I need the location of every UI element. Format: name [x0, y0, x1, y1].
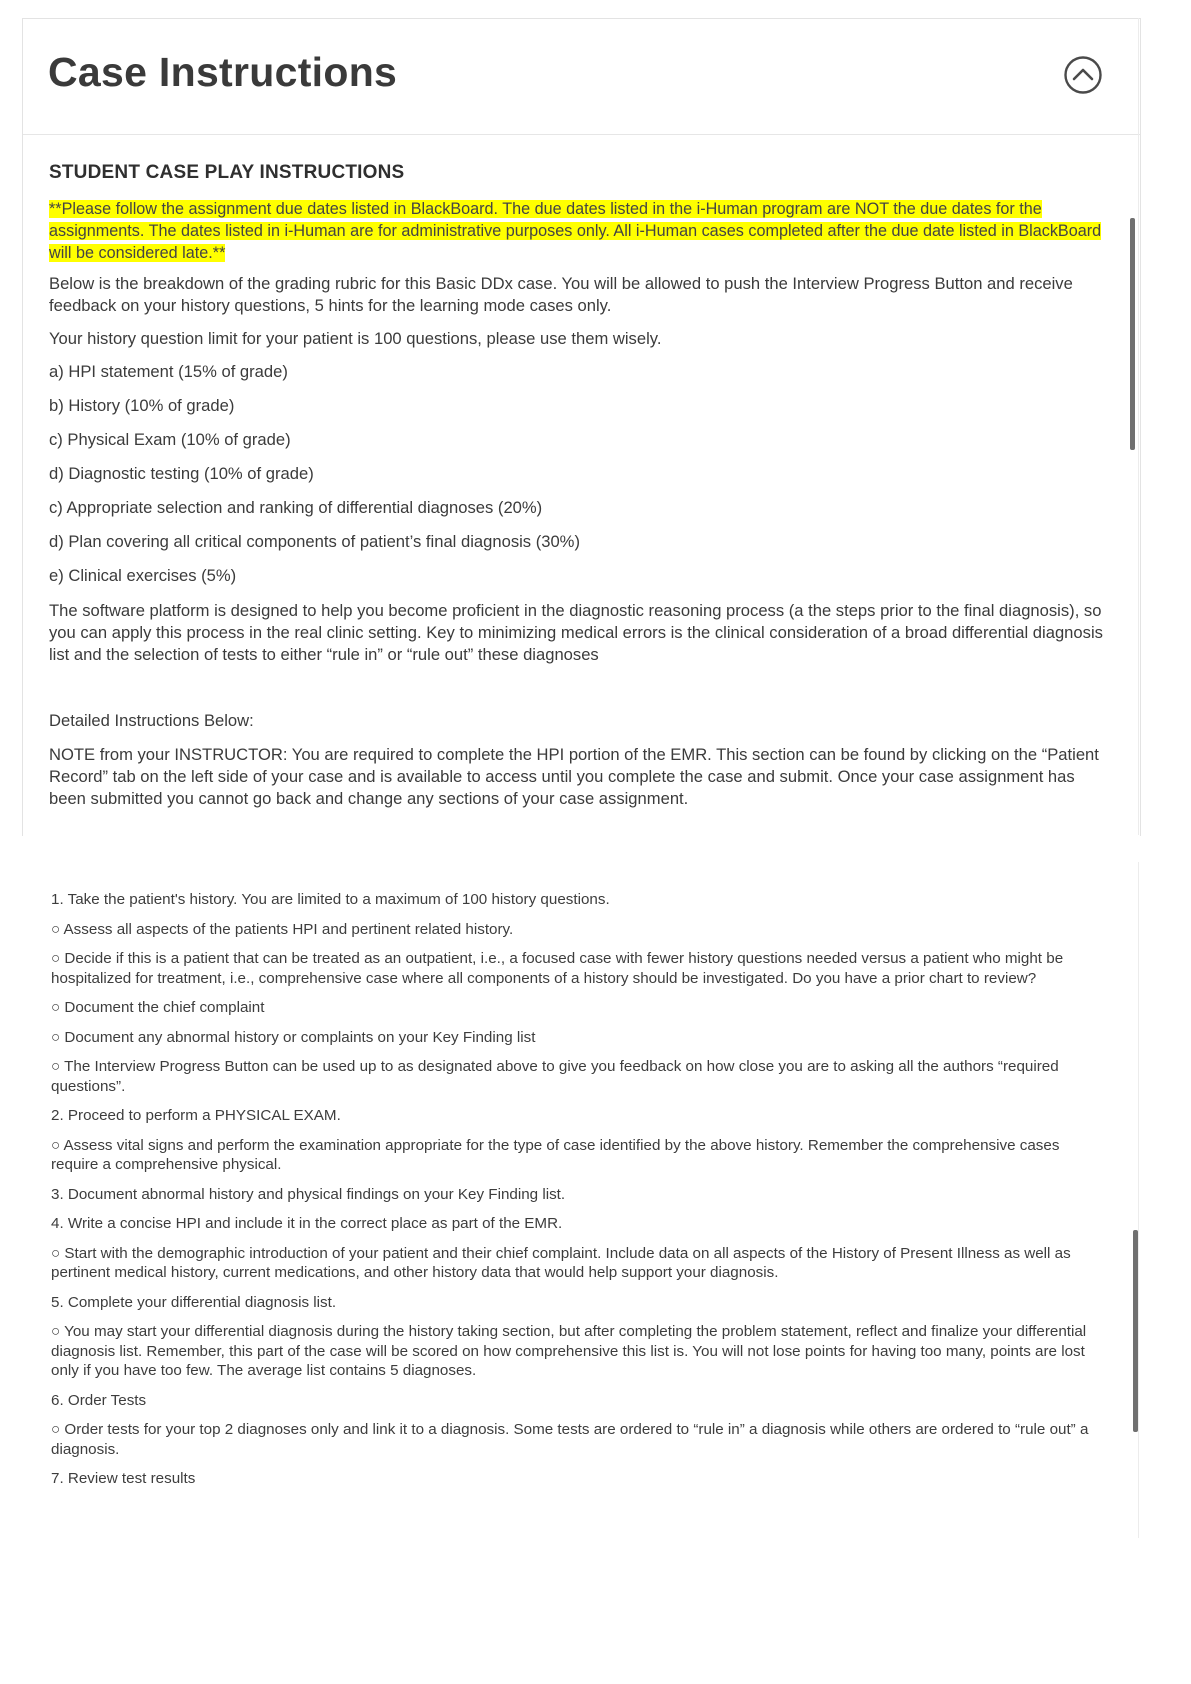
detailed-heading: Detailed Instructions Below: [49, 711, 254, 730]
step-item: ○ Decide if this is a patient that can be treated as an outpatient, i.e., a focused case with fewer history questions needed versus a patient who might be hospitalized for treatment, i.e., comprehensive case where all components of a history should be investigated. Do you have a prior chart to review? [51, 950, 1064, 987]
step-item: ○ Assess vital signs and perform the examination appropriate for the type of case identified by the above history. Remember the comprehensive cases require a comprehensive physical. [51, 1136, 1060, 1173]
rubric-item: c) Appropriate selection and ranking of differential diagnoses (20%) [49, 498, 543, 517]
step-item: 4. Write a concise HPI and include it in the correct place as part of the EMR. [51, 1215, 563, 1232]
rubric-item: e) Clinical exercises (5%) [49, 566, 237, 585]
rubric-item: d) Plan covering all critical components of patient’s final diagnosis (30%) [49, 532, 580, 551]
step-item: 1. Take the patient's history. You are limited to a maximum of 100 history questions. [51, 891, 610, 908]
panel-header [23, 19, 1140, 135]
collapse-button[interactable] [1063, 55, 1103, 95]
due-date-notice [49, 198, 1116, 264]
step-item: 2. Proceed to perform a PHYSICAL EXAM. [51, 1107, 341, 1124]
step-item: ○ The Interview Progress Button can be used up to as designated above to give you feedback on how close you are to asking all the authors “required questions”. [51, 1058, 1059, 1095]
scrollbar-thumb[interactable] [1133, 1230, 1138, 1432]
instructor-note: NOTE from your INSTRUCTOR: You are required to complete the HPI portion of the EMR. This section can be found by clicking on the “Patient Record” tab on the left side of your case and is available to access until you complete the case and submit. Once your case assignment has been submitted you cannot go back and change any sections of your case assignment. [49, 745, 1099, 808]
steps-list [22, 862, 1139, 1489]
page-title: Case Instructions [48, 49, 398, 95]
steps-panel [22, 862, 1139, 1538]
rubric-item: b) History (10% of grade) [49, 396, 235, 415]
section-heading: STUDENT CASE PLAY INSTRUCTIONS [49, 162, 405, 183]
step-item: 6. Order Tests [51, 1391, 147, 1409]
step-item: ○ Start with the demographic introduction of your patient and their chief complaint. Include data on all aspects of the History of Present Illness as well as pertinent medical history, current medications, and other history data that would help support your diagnosis. [51, 1244, 1071, 1281]
rubric-intro: Below is the breakdown of the grading rubric for this Basic DDx case. You will be allowed to push the Interview Progress Button and receive feedback on your history questions, 5 hints for the learning mode cases only. [49, 274, 1073, 315]
chevron-up-circle-icon [1063, 55, 1103, 95]
step-item: ○ Order tests for your top 2 diagnoses only and link it to a diagnosis. Some tests are ordered to “rule in” a diagnosis while others are ordered to “rule out” a diagnosis. [51, 1421, 1089, 1458]
case-instructions-panel [22, 18, 1141, 836]
step-item: ○ You may start your differential diagnosis during the history taking section, but after completing the problem statement, reflect and finalize your differential diagnosis list. Remember, this part of the case will be scored on how comprehensive this list is. You will not lose points for having too many, points are lost only if you have too few. The average list contains 5 diagnoses. [51, 1323, 1087, 1379]
question-limit: Your history question limit for your patient is 100 questions, please use them wisely. [49, 329, 662, 348]
rubric-list [49, 361, 1116, 587]
highlighted-text: **Please follow the assignment due dates listed in BlackBoard. The due dates listed in the i-Human program are NOT the due dates for the assignments. The dates listed in i-Human are for administrative purposes only. All i-Human cases completed after the due date listed in BlackBoard will be considered late.** [49, 200, 1102, 262]
rubric-item: d) Diagnostic testing (10% of grade) [49, 464, 314, 483]
software-note: The software platform is designed to help you become proficient in the diagnostic reasoning process (a the steps prior to the final diagnosis), so you can apply this process in the real clinic setting. Key to minimizing medical errors is the clinical consideration of a broad differential diagnosis list and the selection of tests to either “rule in” or “rule out” these diagnoses [49, 601, 1103, 664]
instructions-body [23, 135, 1140, 810]
scrollbar-thumb[interactable] [1130, 218, 1135, 450]
step-item: 5. Complete your differential diagnosis list. [51, 1293, 337, 1311]
step-item: 3. Document abnormal history and physical findings on your Key Finding list. [51, 1185, 566, 1203]
rubric-item: a) HPI statement (15% of grade) [49, 362, 288, 381]
scroll-track [1138, 862, 1139, 1538]
step-item: ○ Assess all aspects of the patients HPI and pertinent related history. [51, 920, 514, 938]
step-item: ○ Document any abnormal history or complaints on your Key Finding list [51, 1028, 536, 1046]
rubric-item: c) Physical Exam (10% of grade) [49, 430, 291, 449]
step-item: 7. Review test results [51, 1470, 196, 1487]
scroll-track [1138, 18, 1139, 835]
step-item: ○ Document the chief complaint [51, 999, 265, 1016]
